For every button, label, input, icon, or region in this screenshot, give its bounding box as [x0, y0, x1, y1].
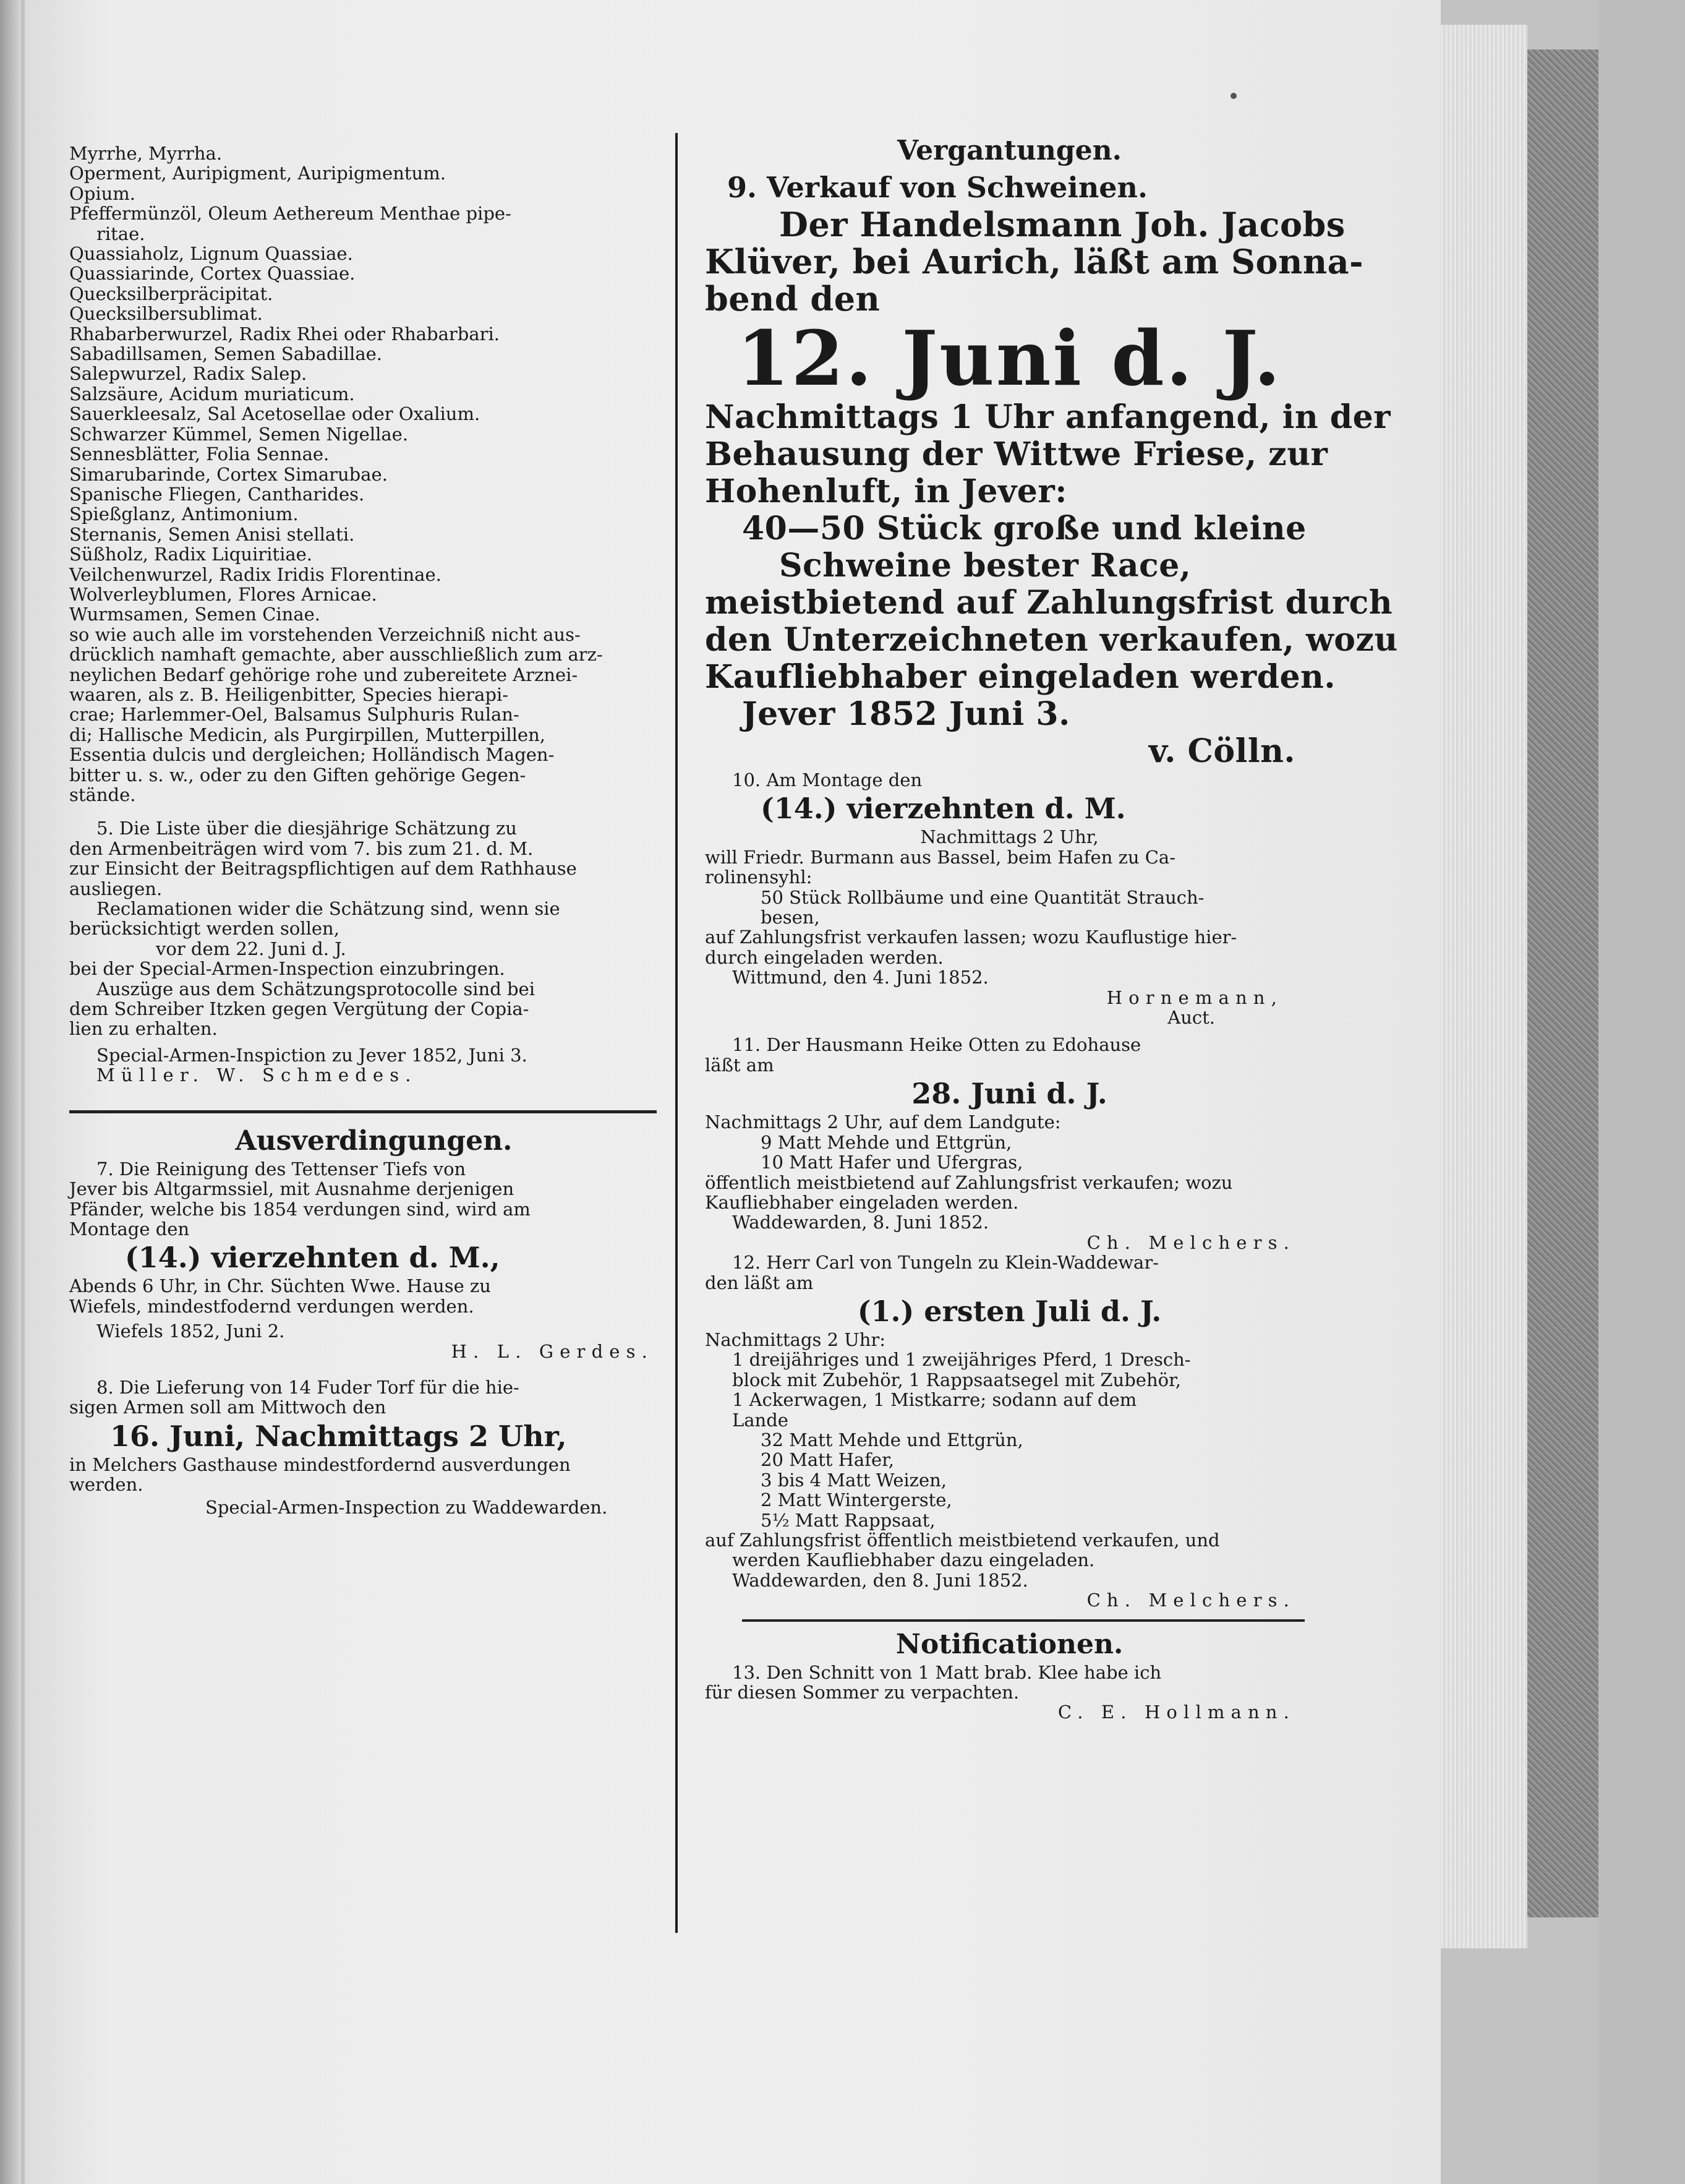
drug-item: Quassiaholz, Lignum Quassiae. [69, 243, 353, 265]
text-line: bend den [705, 279, 881, 319]
text-line: bei der Special-Armen-Inspection einzubringen. [69, 958, 505, 980]
text-line: 8. Die Lieferung von 14 Fuder Torf für die hie- [96, 1376, 519, 1398]
drug-item: Pfeffermünzöl, Oleum Aethereum Menthae pipe- [69, 203, 511, 225]
time-line: Nachmittags 2 Uhr, auf dem Landgute: [705, 1111, 1061, 1133]
sale-item: block mit Zubehör, 1 Rappsaatsegel mit Zubehör, [732, 1369, 1181, 1390]
text-line: neylichen Bedarf gehörige rohe und zubereitete Arznei- [69, 664, 578, 685]
text-line: Schweine bester Race, [779, 547, 1192, 585]
text-line: so wie auch alle im vorstehenden Verzeichniß nicht aus- [69, 623, 581, 645]
place-date: Wiefels 1852, Juni 2. [96, 1321, 285, 1342]
text-line: den läßt am [705, 1272, 814, 1293]
text-line: Nachmittags 1 Uhr anfangend, in der [705, 398, 1391, 436]
place-date: Waddewarden, 8. Juni 1852. [732, 1212, 989, 1233]
drug-item: Veilchenwurzel, Radix Iridis Florentinae. [69, 563, 442, 585]
text-line: waaren, als z. B. Heiligenbitter, Species hierapi- [69, 683, 509, 705]
sale-item: 20 Matt Hafer, [761, 1449, 894, 1471]
text-line: Klüver, bei Aurich, läßt am Sonna- [705, 242, 1363, 281]
drug-item: Sauerkleesalz, Sal Acetosellae oder Oxalium. [69, 403, 480, 425]
right-column [705, 133, 1398, 1723]
text-line: Der Handelsmann Joh. Jacobs [779, 205, 1346, 244]
drug-item: Quecksilbersublimat. [69, 303, 263, 325]
text-line: dem Schreiber Itzken gegen Vergütung der Copia- [69, 998, 529, 1020]
signature: Ch. Melchers. [1086, 1590, 1295, 1611]
signature: Müller. W. Schmedes. [96, 1064, 417, 1086]
notice-5 [69, 818, 678, 1085]
text-line: läßt am [705, 1054, 774, 1076]
notice-11 [705, 1035, 1314, 1253]
text-line: Montage den [69, 1218, 190, 1240]
text-line: Abends 6 Uhr, in Chr. Süchten Wwe. Hause zu [69, 1275, 491, 1297]
time-line: Nachmittags 2 Uhr: [705, 1329, 886, 1350]
notice-7 [69, 1159, 678, 1361]
sale-item: 1 Ackerwagen, 1 Mistkarre; sodann auf dem [732, 1389, 1137, 1411]
notice-9 [705, 169, 1398, 770]
place-date: Wittmund, den 4. Juni 1852. [732, 967, 989, 988]
text-line: Auszüge aus dem Schätzungsprotocolle sind bei [96, 978, 535, 1000]
text-line: Wiefels, mindestfodernd verdungen werden. [69, 1295, 474, 1317]
sale-item: besen, [761, 907, 820, 928]
text-line: 40—50 Stück große und kleine [742, 510, 1307, 547]
date-line: 16. Juni, Nachmittags 2 Uhr, [110, 1419, 567, 1453]
text-line: di; Hallische Medicin, als Purgirpillen, Mutterpillen, [69, 724, 545, 745]
drug-item: Sabadillsamen, Semen Sabadillae. [69, 343, 382, 365]
text-line: rolinensyhl: [705, 867, 813, 888]
notice-13 [705, 1663, 1314, 1723]
drug-item: Rhabarberwurzel, Radix Rhei oder Rhabarbari. [69, 323, 500, 345]
text-line: Pfänder, welche bis 1854 verdungen sind, wird am [69, 1198, 531, 1220]
sale-item: 1 dreijähriges und 1 zweijähriges Pferd, 1 Dresch- [732, 1349, 1191, 1371]
drug-item: Simarubarinde, Cortex Simarubae. [69, 463, 388, 485]
drug-item: Salepwurzel, Radix Salep. [69, 363, 307, 385]
text-line: 7. Die Reinigung des Tettenser Tiefs von [96, 1158, 466, 1180]
drug-list-closing [69, 625, 678, 805]
date-line: (14.) vierzehnten d. M. [761, 792, 1126, 826]
drug-item: Spanische Fliegen, Cantharides. [69, 483, 365, 505]
text-line: auf Zahlungsfrist verkaufen lassen; wozu Kauflustige hier- [705, 927, 1237, 948]
text-line: Reclamationen wider die Schätzung sind, wenn sie [96, 898, 560, 920]
drug-item: Schwarzer Kümmel, Semen Nigellae. [69, 423, 409, 445]
text-line: Hohenluft, in Jever: [705, 473, 1067, 510]
text-line: stände. [69, 784, 136, 805]
signature: Special-Armen-Inspection zu Waddewarden. [205, 1496, 608, 1518]
text-line: durch eingeladen werden. [705, 946, 944, 968]
text-line: lien zu erhalten. [69, 1018, 218, 1040]
drug-item: Operment, Auripigment, Auripigmentum. [69, 163, 446, 184]
text-line: will Friedr. Burmann aus Bassel, beim Hafen zu Ca- [705, 846, 1176, 868]
place-date: Jever 1852 Juni 3. [742, 695, 1070, 733]
place-date: Waddewarden, den 8. Juni 1852. [732, 1569, 1028, 1591]
sale-item: 10 Matt Hafer und Ufergras, [761, 1152, 1023, 1173]
sale-item: 50 Stück Rollbäume und eine Quantität Strauch- [761, 886, 1205, 908]
text-line: werden. [69, 1474, 143, 1496]
ink-speck [1231, 93, 1237, 99]
section-heading-vergantungen: Vergantungen. [897, 135, 1122, 166]
text-line: drücklich namhaft gemachte, aber ausschließlich zum arz- [69, 644, 603, 666]
date-line: (14.) vierzehnten d. M., [125, 1241, 500, 1275]
section-rule [69, 1110, 657, 1113]
drug-item: Wurmsamen, Semen Cinae. [69, 604, 321, 625]
date-line: 12. Juni d. J. [736, 314, 1282, 403]
drug-list [69, 143, 678, 625]
sale-item: 2 Matt Wintergerste, [761, 1489, 952, 1511]
text-line: berücksichtigt werden sollen, [69, 918, 339, 940]
drug-item: Opium. [69, 182, 136, 204]
text-line: 5. Die Liste über die diesjährige Schätzung zu [96, 818, 517, 839]
sale-item: Lande [732, 1409, 788, 1431]
text-line: in Melchers Gasthause mindestfordernd ausverdungen [69, 1454, 571, 1475]
date-line: 28. Juni d. J. [911, 1077, 1107, 1111]
signature: Ch. Melchers. [1086, 1231, 1295, 1253]
drug-item: Quassiarinde, Cortex Quassiae. [69, 263, 356, 285]
drug-item: Spießglanz, Antimonium. [69, 503, 299, 525]
text-line: Kaufliebhaber eingeladen werden. [705, 658, 1336, 696]
time-line: Nachmittags 2 Uhr, [920, 826, 1099, 848]
notice-10 [705, 770, 1314, 1027]
text-line: ausliegen. [69, 878, 163, 899]
text-line: 11. Der Hausmann Heike Otten zu Edohause [732, 1034, 1141, 1056]
notice-8 [69, 1377, 678, 1517]
text-line: auf Zahlungsfrist öffentlich meistbietend verkaufen, und [705, 1530, 1220, 1551]
text-line: 10. Am Montage den [732, 769, 923, 790]
signature: v. Cölln. [1148, 732, 1295, 770]
text-line: sigen Armen soll am Mittwoch den [69, 1397, 386, 1418]
place-date: Special-Armen-Inspiction zu Jever 1852, Juni 3. [96, 1044, 527, 1066]
text-line: bitter u. s. w., oder zu den Giften gehörige Gegen- [69, 764, 526, 786]
left-page-edge [0, 0, 21, 2184]
text-line: den Unterzeichneten verkaufen, wozu [705, 621, 1398, 659]
text-line: 12. Herr Carl von Tungeln zu Klein-Waddewar- [732, 1252, 1159, 1274]
drug-item: Salzsäure, Acidum muriaticum. [69, 383, 355, 405]
section-heading-ausverdingungen: Ausverdingungen. [235, 1124, 513, 1157]
text-line: Behausung der Wittwe Friese, zur [705, 435, 1328, 473]
drug-item: Süßholz, Radix Liquiritiae. [69, 544, 313, 565]
sale-item: 3 bis 4 Matt Weizen, [761, 1469, 947, 1491]
text-line: Jever bis Altgarmssiel, mit Ausnahme derjenigen [69, 1178, 514, 1200]
notice-title: 9. Verkauf von Schweinen. [727, 171, 1148, 204]
text-line: werden Kaufliebhaber dazu eingeladen. [732, 1549, 1095, 1571]
text-line: den Armenbeiträgen wird vom 7. bis zum 21. d. M. [69, 837, 534, 859]
background-surface [1598, 0, 1685, 2184]
sale-item: 32 Matt Mehde und Ettgrün, [761, 1429, 1023, 1450]
text-line: zur Einsicht der Beitragspflichtigen auf dem Rathhause [69, 858, 577, 880]
page-stack-edges [1441, 25, 1527, 1948]
section-heading-notificationen: Notificationen. [895, 1628, 1124, 1660]
text-line: crae; Harlemmer-Oel, Balsamus Sulphuris Rulan- [69, 704, 519, 726]
section-rule [742, 1619, 1305, 1622]
date-line: (1.) ersten Juli d. J. [857, 1294, 1162, 1328]
drug-item: Sternanis, Semen Anisi stellati. [69, 523, 355, 545]
drug-item: Sennesblätter, Folia Sennae. [69, 443, 330, 465]
drug-item: ritae. [96, 223, 145, 244]
deadline-line: vor dem 22. Juni d. J. [156, 938, 346, 959]
text-line: Essentia dulcis und dergleichen; Holländisch Magen- [69, 744, 555, 766]
signature: C. E. Hollmann. [1057, 1702, 1295, 1723]
text-line: meistbietend auf Zahlungsfrist durch [705, 584, 1393, 622]
signature: H. L. Gerdes. [451, 1340, 654, 1362]
drug-item: Wolverleyblumen, Flores Arnicae. [69, 583, 377, 605]
left-column [69, 143, 678, 1517]
notice-12 [705, 1253, 1314, 1611]
drug-item: Myrrhe, Myrrha. [69, 143, 223, 164]
signature: Hornemann, [1106, 987, 1283, 1008]
text-line: öffentlich meistbietend auf Zahlungsfrist verkaufen; wozu [705, 1171, 1233, 1193]
sale-item: 5½ Matt Rappsaat, [761, 1509, 936, 1531]
sale-item: 9 Matt Mehde und Ettgrün, [761, 1131, 1012, 1153]
text-line: Kaufliebhaber eingeladen werden. [705, 1191, 1019, 1213]
drug-item: Quecksilberpräcipitat. [69, 283, 273, 304]
text-line: für diesen Sommer zu verpachten. [705, 1682, 1020, 1703]
book-cover-edge [1527, 49, 1603, 1917]
signature-title: Auct. [1167, 1007, 1215, 1029]
text-line: 13. Den Schnitt von 1 Matt brab. Klee habe ich [732, 1661, 1162, 1683]
